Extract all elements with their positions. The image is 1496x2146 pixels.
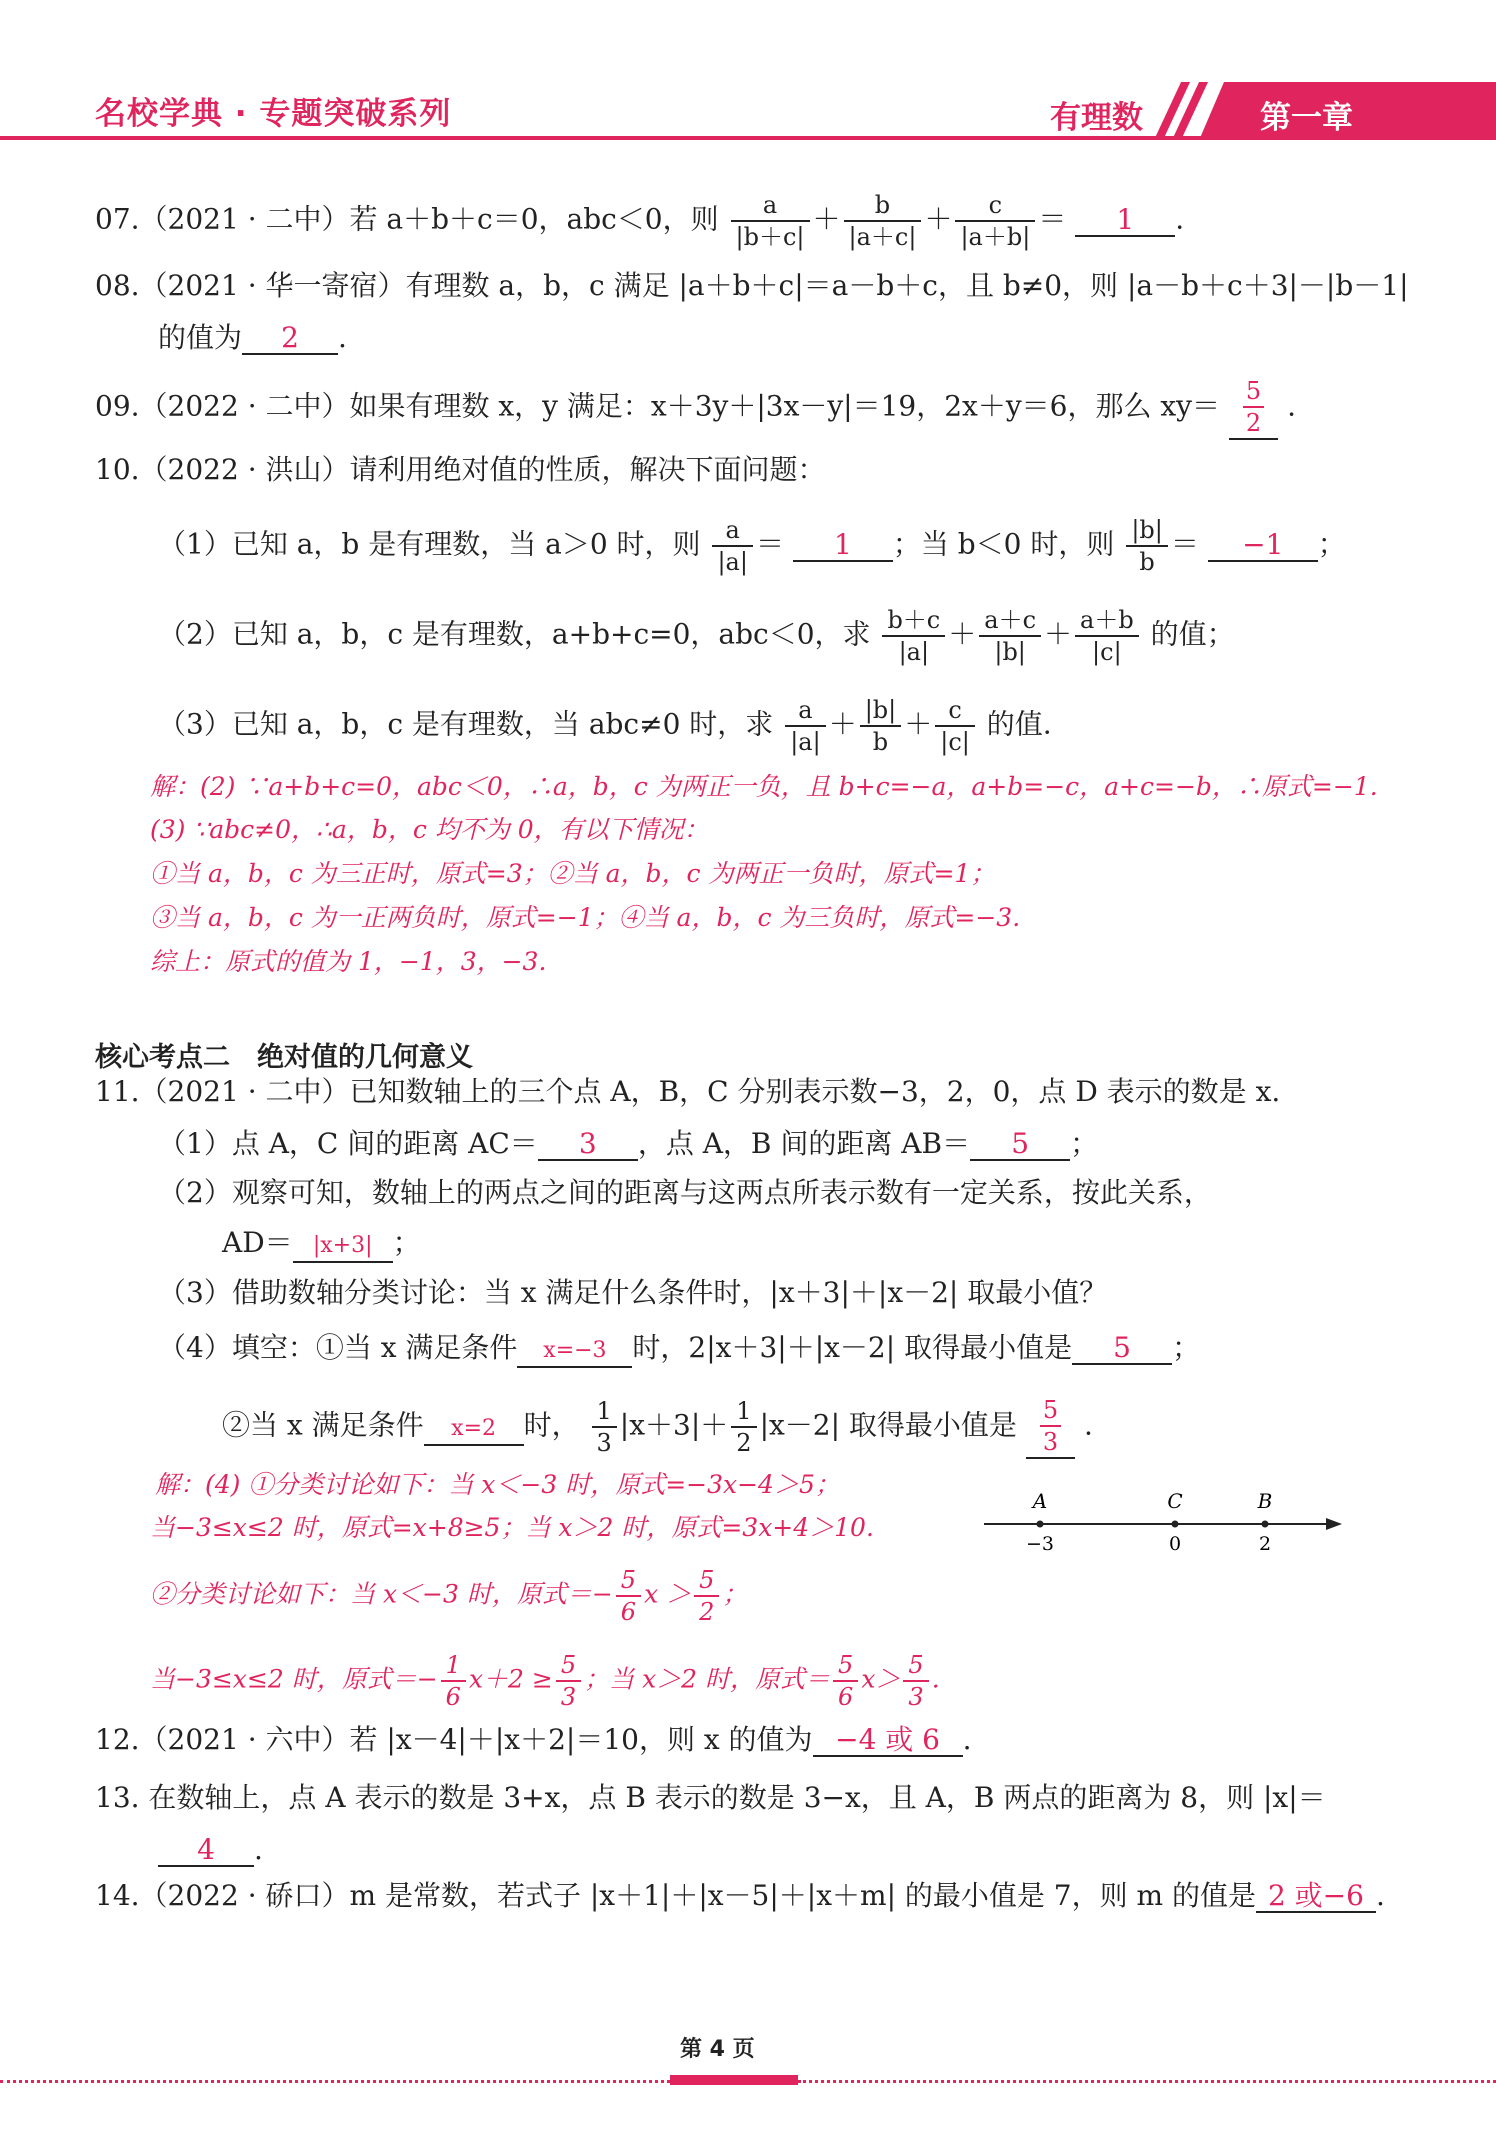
solution-11-line1: 解：(4) ①分类讨论如下：当 x＜−3 时，原式=−3x−4＞5； — [155, 1470, 840, 1499]
header-rule — [0, 136, 1496, 140]
question-11: 11.（2021 · 二中）已知数轴上的三个点 A，B，C 分别表示数−3，2，0，点 D 表示的数是 x. — [95, 1075, 1281, 1108]
answer-11-cond1: x=−3 — [517, 1336, 632, 1368]
number-line-tick-A: −3 — [1025, 1533, 1055, 1555]
question-11-part2-cont: AD＝ |x+3| ； — [222, 1223, 421, 1263]
number-line — [980, 1488, 1350, 1558]
question-07: 07.（2021 · 二中）若 a＋b＋c＝0，abc＜0，则 $\frac{a}{|b+c|}$ ＋ $\frac{b}{|a+c|}$ ＋ $\frac{c}{|a+b|}$ ＝ 1 . — [95, 191, 1185, 251]
answer-11-ab: 5 — [970, 1129, 1070, 1161]
question-08: 08.（2021 · 华一寄宿）有理数 a，b，c 满足 |a＋b＋c|＝a－b＋c，且 b≠0，则 |a－b＋c＋3|－|b－1| — [95, 269, 1409, 302]
question-14: 14.（2022 · 硚口）m 是常数，若式子 |x＋1|＋|x－5|＋|x＋m| 的最小值是 7，则 m 的值是 2 或−6 . — [95, 1879, 1385, 1912]
solution-11-line3: ②分类讨论如下：当 x＜−3 时，原式＝− $\frac{5}{6}$ x ＞ $\frac{5}{2}$ ； — [150, 1566, 748, 1626]
footer-dots-right — [798, 2080, 1496, 2083]
question-11-part4: （4）填空：①当 x 满足条件 x=−3 时，2|x＋3|＋|x－2| 取得最小值是 5 ； — [158, 1328, 1200, 1368]
answer-11-cond2: x=2 — [424, 1414, 524, 1446]
question-11-part2: （2）观察可知，数轴上的两点之间的距离与这两点所表示数有一定关系，按此关系， — [158, 1176, 1212, 1209]
question-11-part3: （3）借助数轴分类讨论：当 x 满足什么条件时，|x＋3|＋|x－2| 取最小值？ — [158, 1276, 1108, 1309]
question-09: 09.（2022 · 二中）如果有理数 x，y 满足：x＋3y＋|3x－y|＝19，2x＋y＝6，那么 xy＝ $\frac{5}{2}$ . — [95, 376, 1296, 440]
answer-11-min2: $\frac{5}{3}$ — [1026, 1395, 1075, 1459]
answer-08: 2 — [242, 323, 338, 355]
solution-10-line2: (3) ∵abc≠0，∴a，b，c 均不为 0，有以下情况： — [150, 815, 709, 844]
solution-10-line1: 解：(2) ∵a+b+c=0，abc＜0，∴a，b，c 为两正一负，且 b+c=−a，a+b=−c，a+c=−b，∴原式=−1. — [150, 772, 1378, 801]
answer-09: $\frac{5}{2}$ — [1229, 376, 1278, 440]
question-10-part1: （1）已知 a，b 是有理数，当 a＞0 时，则 $\frac{a}{|a|}$ ＝ 1 ；当 b＜0 时，则 $\frac{|b|}{b}$ ＝ −1 ； — [158, 516, 1346, 576]
question-10-part3: （3）已知 a，b，c 是有理数，当 abc≠0 时，求 $\frac{a}{|a|}$ ＋ $\frac{|b|}{b}$ ＋ $\frac{c}{|c|}$ 的值. — [158, 696, 1052, 756]
footer-bar — [670, 2075, 798, 2085]
question-10-part2: （2）已知 a，b，c 是有理数，a+b+c=0，abc＜0，求 $\frac{b+c}{|a|}$ ＋ $\frac{a+c}{|b|}$ ＋ $\frac{a+b}{|c|}$ 的值； — [158, 606, 1235, 666]
header-title: 名校学典 · 专题突破系列 — [95, 96, 452, 132]
answer-07: 1 — [1075, 205, 1175, 237]
solution-10-line3: ①当 a，b，c 为三正时，原式=3；②当 a，b，c 为两正一负时，原式=1； — [150, 859, 996, 888]
answer-12: −4 或 6 — [813, 1725, 963, 1757]
number-line-label-A: A — [1032, 1489, 1048, 1513]
number-line-point-A — [1037, 1521, 1044, 1528]
page-number: 第 4 页 — [680, 2037, 755, 2062]
solution-11-line4: 当−3≤x≤2 时，原式＝− $\frac{1}{6}$ x＋2 ≥ $\frac{5}{3}$ ；当 x＞2 时，原式＝ $\frac{5}{6}$ x＞ $\frac{5}{3}$ . — [150, 1651, 940, 1711]
number-line-arrow — [1326, 1518, 1342, 1530]
question-11-part1: （1）点 A，C 间的距离 AC＝ 3 ，点 A，B 间的距离 AB＝ 5 ； — [158, 1127, 1099, 1160]
number-line-tick-C: 0 — [1168, 1533, 1182, 1555]
header-chapter: 第一章 — [1260, 100, 1353, 136]
question-08-cont: 的值为 2 . — [158, 321, 347, 354]
number-line-point-C — [1172, 1521, 1179, 1528]
solution-10-line5: 综上：原式的值为 1，−1，3，−3. — [150, 947, 547, 976]
question-13: 13. 在数轴上，点 A 表示的数是 3+x，点 B 表示的数是 3−x，且 A，B 两点的距离为 8，则 |x|＝ — [95, 1781, 1326, 1814]
number-line-tick-B: 2 — [1258, 1533, 1272, 1555]
answer-13: 4 — [158, 1835, 254, 1867]
answer-10-1b: −1 — [1208, 530, 1318, 562]
question-13-cont: 4 . — [158, 1830, 263, 1870]
solution-11-line2: 当−3≤x≤2 时，原式=x+8≥5；当 x＞2 时，原式=3x+4＞10. — [150, 1513, 874, 1542]
number-line-point-B — [1262, 1521, 1269, 1528]
footer-dots-left — [0, 2080, 670, 2083]
answer-14: 2 或−6 — [1256, 1881, 1376, 1913]
answer-10-1a: 1 — [793, 530, 893, 562]
solution-10-line4: ③当 a，b，c 为一正两负时，原式=−1；④当 a，b，c 为三负时，原式=−3. — [150, 903, 1021, 932]
question-12: 12.（2021 · 六中）若 |x－4|＋|x＋2|＝10，则 x 的值为 −4 或 6 . — [95, 1723, 972, 1756]
section-heading: 核心考点二 绝对值的几何意义 — [95, 1042, 473, 1073]
answer-11-min1: 5 — [1072, 1333, 1172, 1365]
answer-11-ad: |x+3| — [293, 1231, 393, 1263]
answer-11-ac: 3 — [538, 1129, 638, 1161]
number-line-label-B: B — [1257, 1489, 1273, 1513]
question-10: 10.（2022 · 洪山）请利用绝对值的性质，解决下面问题： — [95, 453, 826, 486]
header-subject: 有理数 — [1050, 100, 1143, 136]
number-line-label-C: C — [1167, 1489, 1183, 1513]
question-11-part5: ②当 x 满足条件 x=2 时， $\frac{1}{3}$ |x＋3|＋ $\frac{1}{2}$ |x－2| 取得最小值是 $\frac{5}{3}$ . — [222, 1396, 1093, 1457]
